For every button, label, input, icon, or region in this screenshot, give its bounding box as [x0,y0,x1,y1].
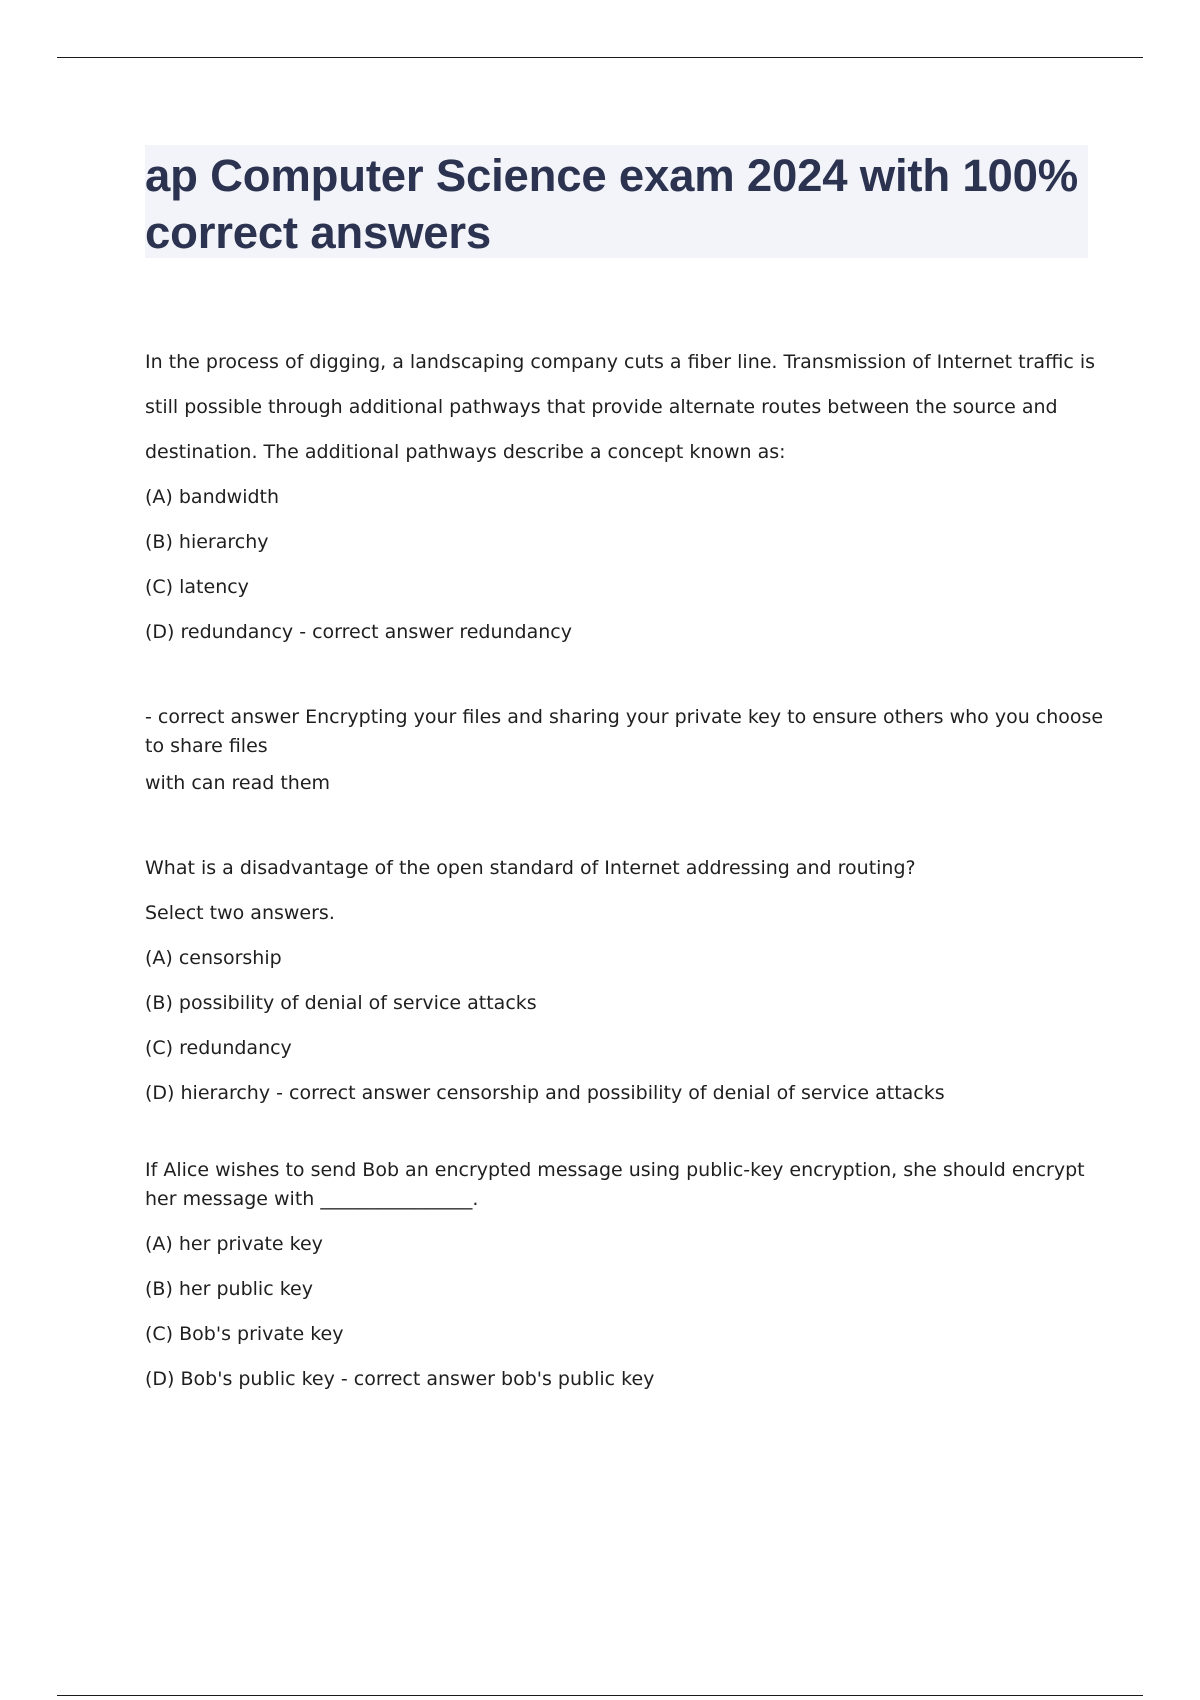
document-body [145,340,1105,1402]
question-1-stem-line: still possible through additional pathways that provide alternate routes between the source and [145,396,1058,418]
spacer [145,1116,1105,1156]
question-4-option-d-answer: (D) Bob's public key - correct answer bob's public key [145,1368,655,1390]
question-3-option-c: (C) redundancy [145,1037,292,1059]
question-1-stem-line: destination. The additional pathways describe a concept known as: [145,441,786,463]
document-title: ap Computer Science exam 2024 with 100% correct answers [145,150,1078,258]
question-3-option-d-answer: (D) hierarchy - correct answer censorship and possibility of denial of service attacks [145,1082,945,1104]
question-1-option-d-answer: (D) redundancy - correct answer redundancy [145,621,572,643]
question-2-answer: - correct answer Encrypting your files and sharing your private key to ensure others who you choose to share files [145,706,1104,757]
question-1-stem-line: In the process of digging, a landscaping company cuts a fiber line. Transmission of Internet traffic is [145,351,1096,373]
question-1-option-a: (A) bandwidth [145,486,280,508]
question-4-option-c: (C) Bob's private key [145,1323,344,1345]
question-4 [145,1156,1105,1402]
spacer [145,806,1105,846]
spacer [145,1214,1105,1222]
question-4-option-b: (B) her public key [145,1278,313,1300]
top-rule [57,57,1143,58]
bottom-rule [57,1695,1143,1696]
question-4-option-a: (A) her private key [145,1233,323,1255]
question-3 [145,846,1105,1116]
question-4-stem: If Alice wishes to send Bob an encrypted message using public-key encryption, she should encrypt her message with ________________. [145,1159,1085,1210]
question-1-option-c: (C) latency [145,576,249,598]
question-1-option-b: (B) hierarchy [145,531,269,553]
question-3-instruction: Select two answers. [145,902,335,924]
question-2-answer-continuation: with can read them [145,772,331,794]
question-1 [145,340,1105,655]
title-banner [145,145,1088,258]
question-3-stem: What is a disadvantage of the open standard of Internet addressing and routing? [145,857,916,879]
question-2 [145,703,1105,806]
question-3-option-a: (A) censorship [145,947,282,969]
question-3-option-b: (B) possibility of denial of service attacks [145,992,537,1014]
spacer [145,655,1105,703]
